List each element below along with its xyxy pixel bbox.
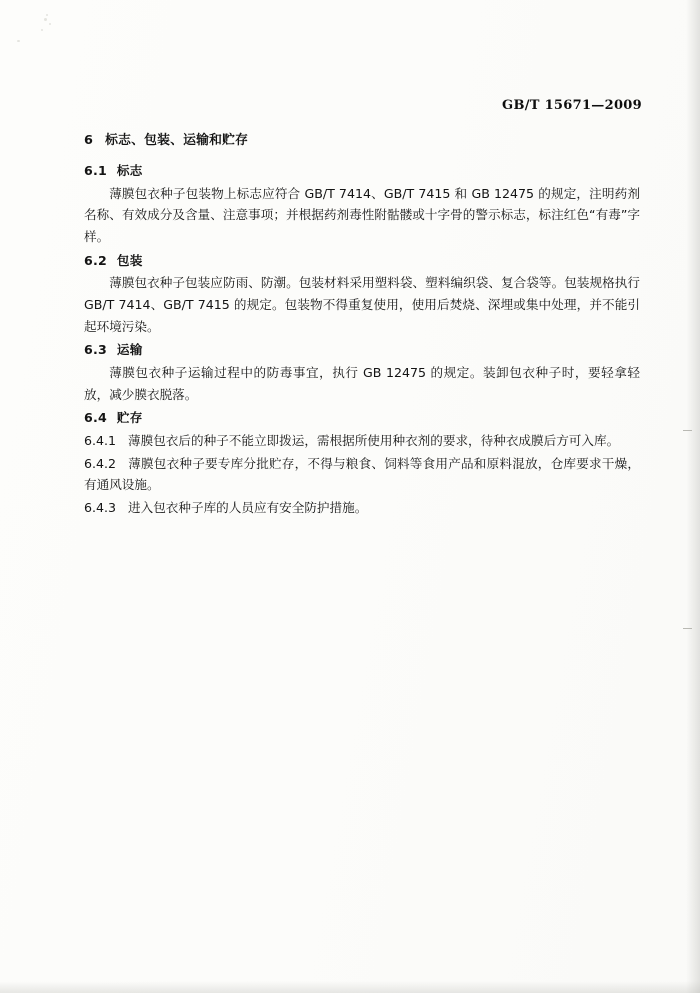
clause-6-1-heading [84,160,640,182]
scan-speck [17,40,20,42]
clause-6-4-3-text: 进入包衣种子库的人员应有安全防护措施。 [128,499,368,515]
clause-6-title: 标志、包装、运输和贮存 [105,133,249,148]
clause-6-2-title: 包装 [116,252,143,268]
clause-6-4-2-text: 薄膜包衣种子要专库分批贮存，不得与粮食、饲料等食用产品和原料混放，仓库要求干燥，有通风设施。 [84,455,640,493]
clause-6-4-heading [84,407,640,429]
page-bottom-shading [0,981,700,993]
clause-6-4-1-text: 薄膜包衣后的种子不能立即拨运，需根据所使用种衣剂的要求，待种衣成膜后方可入库。 [128,432,620,448]
page-header-standard-number: GB/T 15671—2009 [502,98,642,113]
clause-6-4-2-number: 6.4.2 [84,455,117,471]
clause-6-4-1-number: 6.4.1 [84,432,117,448]
clause-6-4-title: 贮存 [116,410,143,426]
clause-6-1-number: 6.1 [84,163,107,178]
scan-speck [46,14,48,16]
clause-6-3-number: 6.3 [84,342,107,358]
clause-6-2-number: 6.2 [84,252,107,268]
document-body [84,130,640,520]
clause-6-number: 6 [84,133,94,148]
scan-speck [44,18,47,21]
clause-6-3-title: 运输 [116,342,143,358]
clause-6-4-2 [84,453,640,496]
page-edge-shading [686,0,700,993]
clause-6-4-number: 6.4 [84,410,107,426]
clause-6-4-3-number: 6.4.3 [84,499,117,515]
clause-6-2-text: 薄膜包衣种子包装应防雨、防潮。包装材料采用塑料袋、塑料编织袋、复合袋等。包装规格执行 GB/T 7414、GB/T 7415 的规定。包装物不得重复使用，使用后焚烧、深埋或集中处理，并不能引起环境污染。 [84,275,640,334]
scan-speck [41,29,43,31]
clause-6-2-heading [84,250,640,272]
clause-6-heading [84,130,640,152]
clause-6-4-1 [84,430,640,452]
scan-speck [49,23,51,25]
clause-6-1-title: 标志 [116,163,143,178]
clause-6-3-heading [84,339,640,361]
clause-6-4-3 [84,497,640,519]
clause-6-3-text: 薄膜包衣种子运输过程中的防毒事宜，执行 GB 12475 的规定。装卸包衣种子时，要轻拿轻放，减少膜衣脱落。 [84,364,640,402]
clause-6-1-text: 薄膜包衣种子包装物上标志应符合 GB/T 7414、GB/T 7415 和 GB 12475 的规定，注明药剂名称、有效成分及含量、注意事项；并根据药剂毒性附骷髅或十字骨的警示标志，标注红色“有毒”字样。 [84,185,640,244]
